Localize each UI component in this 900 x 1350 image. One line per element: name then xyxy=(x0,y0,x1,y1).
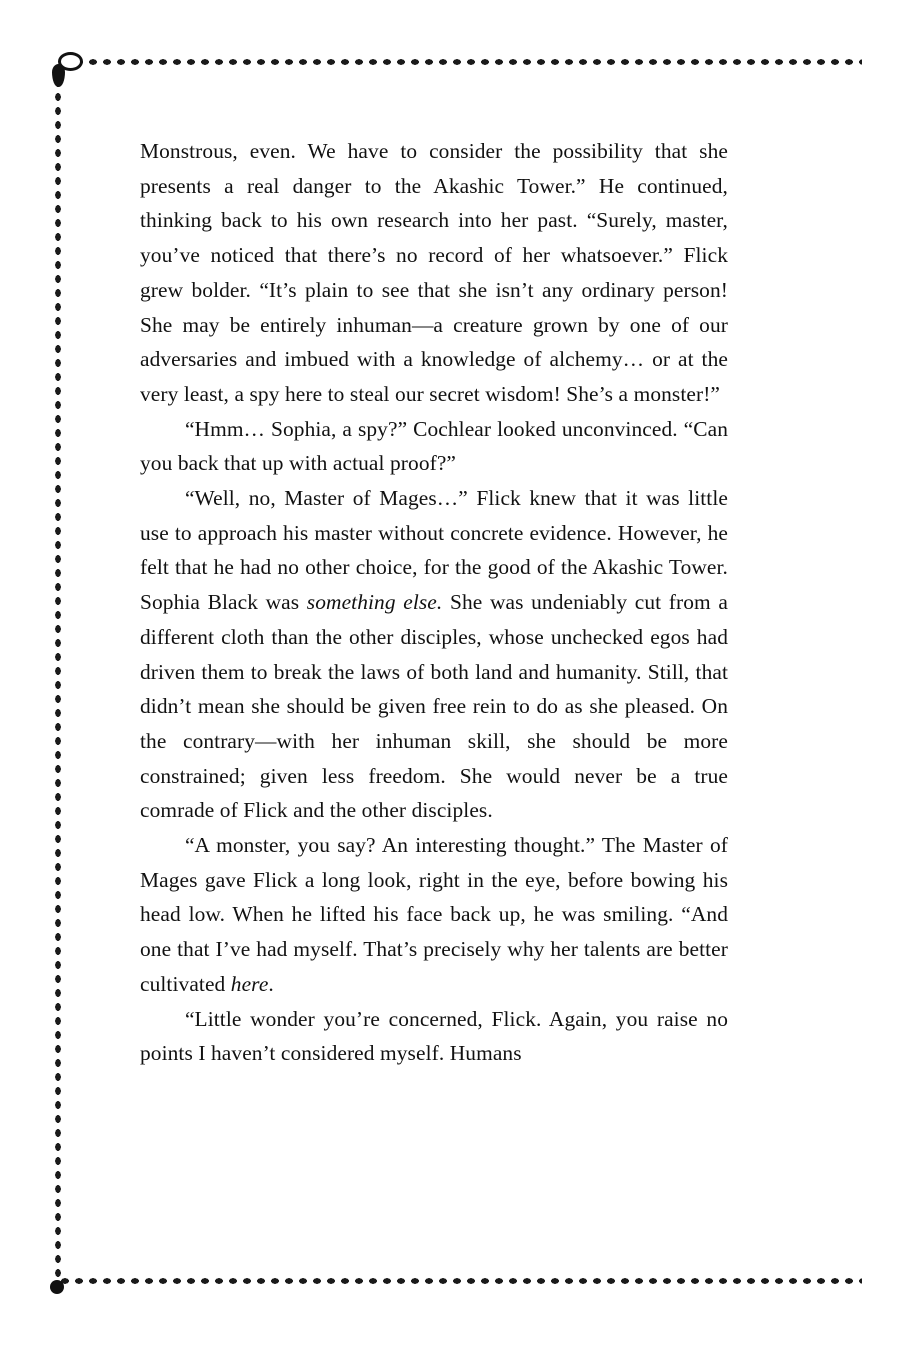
paragraph xyxy=(140,828,728,1002)
corner-ornament-icon xyxy=(51,52,77,98)
paragraph-text-segment: She was undeniably cut from a different cloth than the other disciples, whose unchecked egos had driven them to break the laws of both land and humanity. Still, that didn’t mean she should be given free rein to do as she pleased. On the contrary—with her inhuman skill, she should be more constrained; given less freedom. She would never be a true comrade of Flick and the other disciples. xyxy=(140,590,728,823)
page-text-column xyxy=(140,134,728,1071)
paragraph: “Little wonder you’re concerned, Flick. Again, you raise no points I haven’t considered myself. Humans xyxy=(140,1006,728,1066)
chain-border-left-icon xyxy=(51,62,65,1288)
corner-dot-icon xyxy=(50,1280,64,1294)
paragraph: “Hmm… Sophia, a spy?” Cochlear looked unconvinced. “Can you back that up with actual proof?” xyxy=(140,416,728,476)
chain-border-bottom-icon xyxy=(58,1274,862,1288)
paragraph-text-segment: . xyxy=(268,971,274,996)
paragraph xyxy=(140,481,728,828)
corner-drop-icon xyxy=(52,64,65,87)
emphasis-text: something else. xyxy=(306,590,443,615)
chain-border-top-icon xyxy=(58,55,862,69)
paragraph: Monstrous, even. We have to consider the possibility that she presents a real danger to the Akashic Tower.” He continued, thinking back to his own research into her past. “Surely, master, you’ve noticed that there’s no record of her whatsoever.” Flick grew bolder. “It’s plain to see that she isn’t any ordinary person! She may be entirely inhuman—a creature grown by one of our adversaries and imbued with a knowledge of alchemy… or at the very least, a spy here to steal our secret wisdom! She’s a monster!” xyxy=(140,139,728,406)
paragraph-text-segment: “Well, no, Master of Mages…” Flick knew that it was little use to approach his master without concrete evidence. However, he felt that he had no other choice, for the good of the Akashic Tower. Sophia Black was xyxy=(140,486,728,615)
emphasis-text: here xyxy=(230,971,269,996)
paragraph-text-segment: “A monster, you say? An interesting thought.” The Master of Mages gave Flick a long look, right in the eye, before bowing his head low. When he lifted his face back up, he was smiling. “And one that I’ve had myself. That’s precisely why her talents are better cultivated xyxy=(140,833,728,996)
